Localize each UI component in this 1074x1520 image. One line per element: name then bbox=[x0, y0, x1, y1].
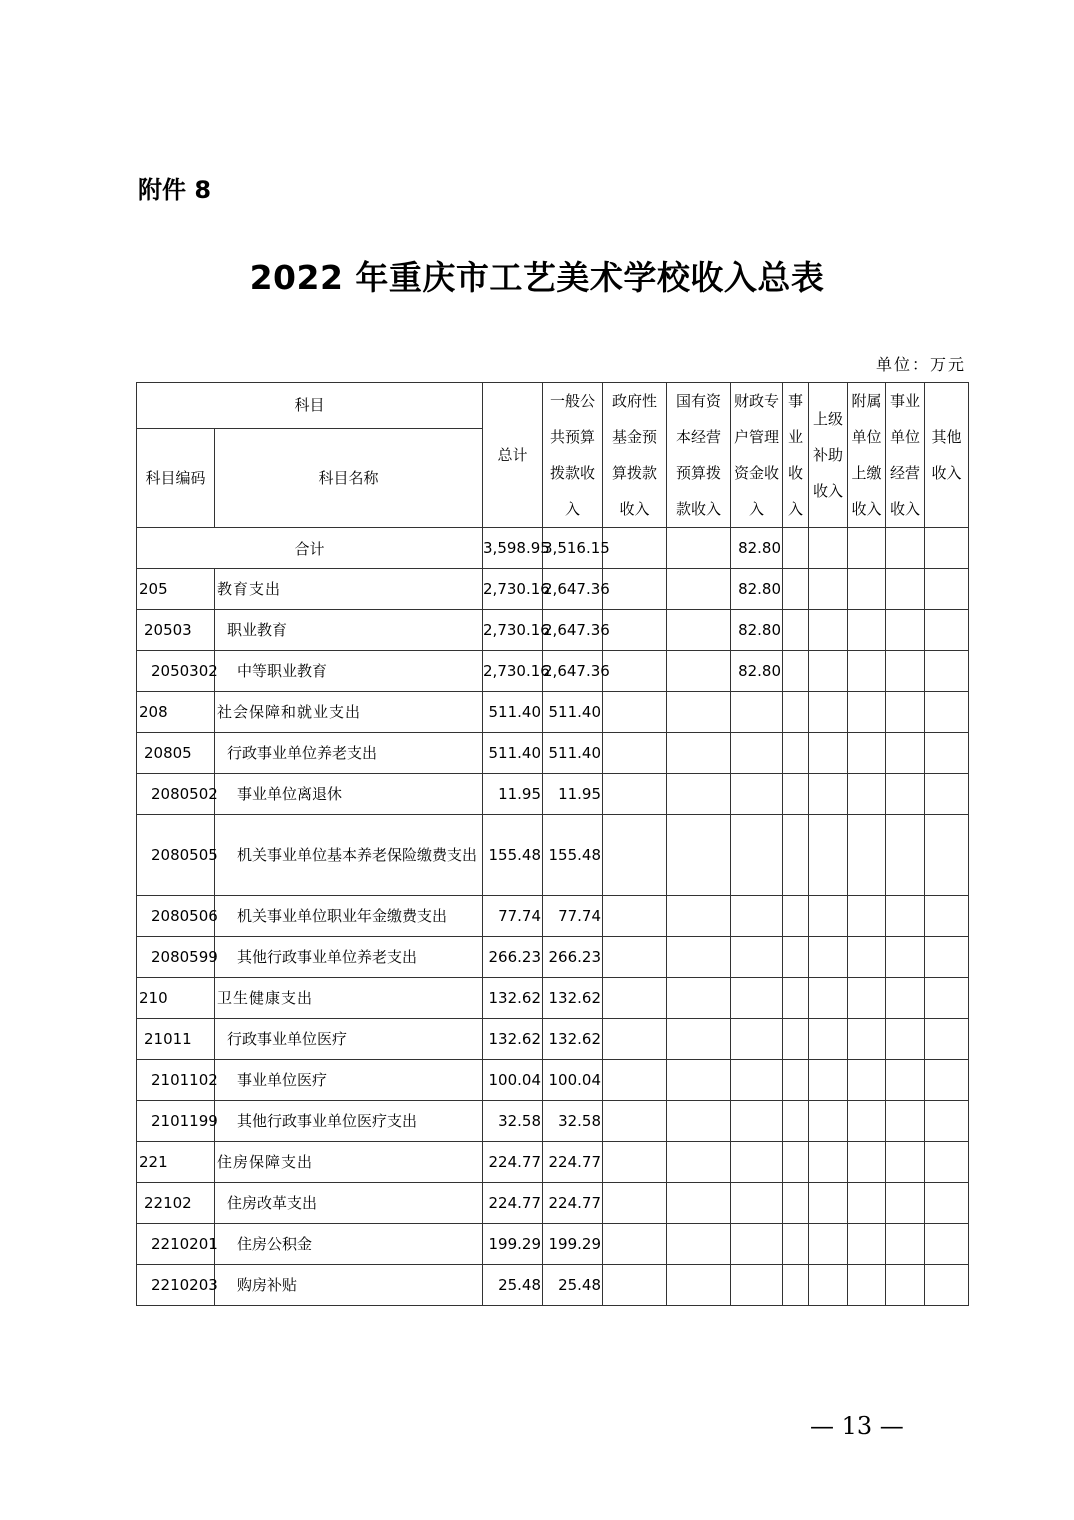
cell-other bbox=[925, 569, 969, 610]
cell-fiscal-account bbox=[731, 774, 783, 815]
cell-state-capital bbox=[667, 937, 731, 978]
subject-name-cell: 行政事业单位医疗 bbox=[215, 1019, 483, 1060]
subject-code-cell: 2080506 bbox=[137, 896, 215, 937]
subject-name-cell: 住房改革支出 bbox=[215, 1183, 483, 1224]
subject-code-cell: 2080502 bbox=[137, 774, 215, 815]
cell-state-capital bbox=[667, 1224, 731, 1265]
cell-gov-fund bbox=[603, 1060, 667, 1101]
total-cell-fiscal-account: 82.80 bbox=[731, 528, 783, 569]
subject-name-cell: 事业单位离退休 bbox=[215, 774, 483, 815]
cell-state-capital bbox=[667, 610, 731, 651]
income-summary-table bbox=[136, 382, 969, 1306]
cell-operating bbox=[886, 1019, 925, 1060]
cell-superior-subsidy bbox=[809, 692, 848, 733]
cell-gov-fund bbox=[603, 651, 667, 692]
cell-affiliated bbox=[848, 610, 886, 651]
cell-total: 266.23 bbox=[483, 937, 543, 978]
subject-code-cell: 2101102 bbox=[137, 1060, 215, 1101]
cell-gov-fund bbox=[603, 569, 667, 610]
cell-business bbox=[783, 1183, 809, 1224]
cell-other bbox=[925, 1060, 969, 1101]
cell-affiliated bbox=[848, 651, 886, 692]
total-cell-state-capital bbox=[667, 528, 731, 569]
cell-general-budget: 32.58 bbox=[543, 1101, 603, 1142]
subject-code-cell: 208 bbox=[137, 692, 215, 733]
cell-general-budget: 25.48 bbox=[543, 1265, 603, 1306]
cell-fiscal-account bbox=[731, 1019, 783, 1060]
cell-superior-subsidy bbox=[809, 937, 848, 978]
cell-state-capital bbox=[667, 1101, 731, 1142]
cell-operating bbox=[886, 774, 925, 815]
cell-other bbox=[925, 1183, 969, 1224]
cell-general-budget: 511.40 bbox=[543, 692, 603, 733]
cell-total: 32.58 bbox=[483, 1101, 543, 1142]
subject-code-cell: 2101199 bbox=[137, 1101, 215, 1142]
cell-fiscal-account: 82.80 bbox=[731, 651, 783, 692]
total-cell-business bbox=[783, 528, 809, 569]
cell-state-capital bbox=[667, 1142, 731, 1183]
subject-name-cell: 住房公积金 bbox=[215, 1224, 483, 1265]
table-row bbox=[137, 774, 969, 815]
cell-gov-fund bbox=[603, 896, 667, 937]
cell-state-capital bbox=[667, 1183, 731, 1224]
cell-fiscal-account bbox=[731, 1265, 783, 1306]
cell-other bbox=[925, 815, 969, 896]
cell-other bbox=[925, 1224, 969, 1265]
cell-superior-subsidy bbox=[809, 610, 848, 651]
header-gov-fund: 政府性 基金预 算拨款 收入 bbox=[603, 383, 667, 528]
cell-total: 77.74 bbox=[483, 896, 543, 937]
cell-business bbox=[783, 733, 809, 774]
cell-fiscal-account bbox=[731, 692, 783, 733]
table-row bbox=[137, 1060, 969, 1101]
cell-other bbox=[925, 733, 969, 774]
cell-gov-fund bbox=[603, 1183, 667, 1224]
cell-affiliated bbox=[848, 569, 886, 610]
cell-operating bbox=[886, 1183, 925, 1224]
cell-gov-fund bbox=[603, 1019, 667, 1060]
cell-superior-subsidy bbox=[809, 774, 848, 815]
cell-general-budget: 511.40 bbox=[543, 733, 603, 774]
table-row-total bbox=[137, 528, 969, 569]
cell-gov-fund bbox=[603, 1101, 667, 1142]
cell-business bbox=[783, 569, 809, 610]
subject-code-cell: 2080599 bbox=[137, 937, 215, 978]
total-cell-affiliated bbox=[848, 528, 886, 569]
header-affiliated-remit: 附属 单位 上缴 收入 bbox=[848, 383, 886, 528]
cell-fiscal-account bbox=[731, 978, 783, 1019]
cell-other bbox=[925, 1265, 969, 1306]
cell-other bbox=[925, 774, 969, 815]
table-row bbox=[137, 1101, 969, 1142]
cell-affiliated bbox=[848, 815, 886, 896]
header-other-income: 其他 收入 bbox=[925, 383, 969, 528]
table-row bbox=[137, 651, 969, 692]
cell-other bbox=[925, 1101, 969, 1142]
cell-operating bbox=[886, 1265, 925, 1306]
cell-fiscal-account bbox=[731, 1142, 783, 1183]
cell-other bbox=[925, 896, 969, 937]
cell-total: 224.77 bbox=[483, 1142, 543, 1183]
cell-affiliated bbox=[848, 1265, 886, 1306]
cell-gov-fund bbox=[603, 692, 667, 733]
subject-name-cell: 机关事业单位职业年金缴费支出 bbox=[215, 896, 483, 937]
cell-gov-fund bbox=[603, 1265, 667, 1306]
header-total: 总计 bbox=[483, 383, 543, 528]
cell-superior-subsidy bbox=[809, 1224, 848, 1265]
cell-general-budget: 224.77 bbox=[543, 1183, 603, 1224]
subject-name-cell: 机关事业单位基本养老保险缴费支出 bbox=[215, 815, 483, 896]
table-row bbox=[137, 896, 969, 937]
table-row bbox=[137, 978, 969, 1019]
cell-operating bbox=[886, 692, 925, 733]
cell-superior-subsidy bbox=[809, 733, 848, 774]
cell-other bbox=[925, 692, 969, 733]
attachment-label: 附件 8 bbox=[138, 176, 212, 204]
document-title: 2022 年重庆市工艺美术学校收入总表 bbox=[249, 258, 825, 297]
subject-name-cell: 其他行政事业单位养老支出 bbox=[215, 937, 483, 978]
cell-fiscal-account bbox=[731, 815, 783, 896]
cell-gov-fund bbox=[603, 815, 667, 896]
cell-fiscal-account bbox=[731, 1060, 783, 1101]
table-row bbox=[137, 815, 969, 896]
cell-operating bbox=[886, 1101, 925, 1142]
cell-general-budget: 199.29 bbox=[543, 1224, 603, 1265]
cell-business bbox=[783, 1060, 809, 1101]
cell-general-budget: 77.74 bbox=[543, 896, 603, 937]
cell-fiscal-account bbox=[731, 733, 783, 774]
header-superior-subsidy: 上级 补助 收入 bbox=[809, 383, 848, 528]
cell-affiliated bbox=[848, 1142, 886, 1183]
table-row bbox=[137, 1142, 969, 1183]
cell-superior-subsidy bbox=[809, 1265, 848, 1306]
cell-business bbox=[783, 937, 809, 978]
total-cell-general-budget: 3,516.15 bbox=[543, 528, 603, 569]
cell-state-capital bbox=[667, 896, 731, 937]
total-cell-gov-fund bbox=[603, 528, 667, 569]
unit-label: 单位：万元 bbox=[875, 355, 966, 374]
cell-general-budget: 155.48 bbox=[543, 815, 603, 896]
cell-affiliated bbox=[848, 937, 886, 978]
cell-business bbox=[783, 1224, 809, 1265]
cell-total: 132.62 bbox=[483, 978, 543, 1019]
header-operating-income: 事业 单位 经营 收入 bbox=[886, 383, 925, 528]
cell-general-budget: 224.77 bbox=[543, 1142, 603, 1183]
cell-fiscal-account bbox=[731, 1183, 783, 1224]
cell-total: 25.48 bbox=[483, 1265, 543, 1306]
cell-total: 100.04 bbox=[483, 1060, 543, 1101]
cell-operating bbox=[886, 1224, 925, 1265]
cell-business bbox=[783, 692, 809, 733]
subject-code-cell: 210 bbox=[137, 978, 215, 1019]
page-number: — 13 — bbox=[810, 1412, 904, 1440]
cell-state-capital bbox=[667, 1060, 731, 1101]
cell-state-capital bbox=[667, 569, 731, 610]
cell-affiliated bbox=[848, 1183, 886, 1224]
subject-code-cell: 20503 bbox=[137, 610, 215, 651]
cell-other bbox=[925, 978, 969, 1019]
cell-operating bbox=[886, 733, 925, 774]
header-subject-name: 科目名称 bbox=[215, 428, 483, 527]
cell-affiliated bbox=[848, 774, 886, 815]
subject-name-cell: 住房保障支出 bbox=[215, 1142, 483, 1183]
total-cell-operating bbox=[886, 528, 925, 569]
subject-name-cell: 教育支出 bbox=[215, 569, 483, 610]
table-row bbox=[137, 1265, 969, 1306]
cell-state-capital bbox=[667, 733, 731, 774]
cell-gov-fund bbox=[603, 1142, 667, 1183]
cell-business bbox=[783, 1265, 809, 1306]
subject-name-cell: 其他行政事业单位医疗支出 bbox=[215, 1101, 483, 1142]
subject-name-cell: 行政事业单位养老支出 bbox=[215, 733, 483, 774]
cell-business bbox=[783, 651, 809, 692]
cell-state-capital bbox=[667, 815, 731, 896]
cell-operating bbox=[886, 937, 925, 978]
subject-code-cell: 20805 bbox=[137, 733, 215, 774]
subject-name-cell: 职业教育 bbox=[215, 610, 483, 651]
total-cell-other bbox=[925, 528, 969, 569]
cell-state-capital bbox=[667, 651, 731, 692]
cell-other bbox=[925, 610, 969, 651]
subject-code-cell: 22102 bbox=[137, 1183, 215, 1224]
cell-business bbox=[783, 610, 809, 651]
subject-code-cell: 205 bbox=[137, 569, 215, 610]
cell-general-budget: 11.95 bbox=[543, 774, 603, 815]
cell-operating bbox=[886, 1142, 925, 1183]
cell-total: 132.62 bbox=[483, 1019, 543, 1060]
cell-superior-subsidy bbox=[809, 1060, 848, 1101]
cell-affiliated bbox=[848, 1224, 886, 1265]
cell-other bbox=[925, 1019, 969, 1060]
cell-other bbox=[925, 937, 969, 978]
cell-business bbox=[783, 896, 809, 937]
cell-general-budget: 132.62 bbox=[543, 1019, 603, 1060]
cell-business bbox=[783, 1019, 809, 1060]
cell-gov-fund bbox=[603, 774, 667, 815]
subject-code-cell: 21011 bbox=[137, 1019, 215, 1060]
cell-operating bbox=[886, 610, 925, 651]
cell-fiscal-account: 82.80 bbox=[731, 569, 783, 610]
cell-total: 2,730.16 bbox=[483, 569, 543, 610]
table-row bbox=[137, 692, 969, 733]
cell-state-capital bbox=[667, 1019, 731, 1060]
cell-superior-subsidy bbox=[809, 978, 848, 1019]
cell-business bbox=[783, 815, 809, 896]
cell-superior-subsidy bbox=[809, 815, 848, 896]
cell-fiscal-account bbox=[731, 937, 783, 978]
cell-state-capital bbox=[667, 774, 731, 815]
cell-superior-subsidy bbox=[809, 896, 848, 937]
cell-total: 511.40 bbox=[483, 733, 543, 774]
cell-affiliated bbox=[848, 978, 886, 1019]
total-label: 合计 bbox=[137, 528, 483, 569]
table-row bbox=[137, 937, 969, 978]
subject-code-cell: 2210201 bbox=[137, 1224, 215, 1265]
cell-total: 199.29 bbox=[483, 1224, 543, 1265]
cell-operating bbox=[886, 569, 925, 610]
subject-name-cell: 事业单位医疗 bbox=[215, 1060, 483, 1101]
cell-superior-subsidy bbox=[809, 651, 848, 692]
cell-gov-fund bbox=[603, 610, 667, 651]
table-body bbox=[137, 528, 969, 1306]
cell-state-capital bbox=[667, 692, 731, 733]
cell-gov-fund bbox=[603, 937, 667, 978]
cell-other bbox=[925, 1142, 969, 1183]
cell-state-capital bbox=[667, 1265, 731, 1306]
table-header bbox=[137, 383, 969, 528]
cell-operating bbox=[886, 1060, 925, 1101]
cell-affiliated bbox=[848, 896, 886, 937]
subject-code-cell: 2080505 bbox=[137, 815, 215, 896]
header-fiscal-account: 财政专 户管理 资金收 入 bbox=[731, 383, 783, 528]
cell-general-budget: 100.04 bbox=[543, 1060, 603, 1101]
cell-general-budget: 2,647.36 bbox=[543, 569, 603, 610]
header-subject-code: 科目编码 bbox=[137, 428, 215, 527]
cell-operating bbox=[886, 978, 925, 1019]
cell-other bbox=[925, 651, 969, 692]
cell-business bbox=[783, 1142, 809, 1183]
cell-operating bbox=[886, 815, 925, 896]
cell-total: 2,730.16 bbox=[483, 651, 543, 692]
cell-fiscal-account bbox=[731, 1101, 783, 1142]
header-business-income: 事 业 收 入 bbox=[783, 383, 809, 528]
cell-general-budget: 2,647.36 bbox=[543, 610, 603, 651]
cell-general-budget: 266.23 bbox=[543, 937, 603, 978]
subject-code-cell: 2210203 bbox=[137, 1265, 215, 1306]
table-row bbox=[137, 610, 969, 651]
cell-gov-fund bbox=[603, 733, 667, 774]
cell-total: 155.48 bbox=[483, 815, 543, 896]
header-general-budget: 一般公 共预算 拨款收 入 bbox=[543, 383, 603, 528]
cell-fiscal-account bbox=[731, 1224, 783, 1265]
table-row bbox=[137, 569, 969, 610]
total-cell-total: 3,598.95 bbox=[483, 528, 543, 569]
cell-gov-fund bbox=[603, 1224, 667, 1265]
table-row bbox=[137, 1019, 969, 1060]
subject-name-cell: 中等职业教育 bbox=[215, 651, 483, 692]
cell-total: 224.77 bbox=[483, 1183, 543, 1224]
total-cell-superior-subsidy bbox=[809, 528, 848, 569]
cell-superior-subsidy bbox=[809, 569, 848, 610]
cell-affiliated bbox=[848, 1019, 886, 1060]
cell-gov-fund bbox=[603, 978, 667, 1019]
cell-total: 511.40 bbox=[483, 692, 543, 733]
cell-superior-subsidy bbox=[809, 1142, 848, 1183]
cell-fiscal-account: 82.80 bbox=[731, 610, 783, 651]
subject-name-cell: 购房补贴 bbox=[215, 1265, 483, 1306]
cell-business bbox=[783, 1101, 809, 1142]
cell-affiliated bbox=[848, 1101, 886, 1142]
subject-name-cell: 社会保障和就业支出 bbox=[215, 692, 483, 733]
cell-affiliated bbox=[848, 733, 886, 774]
cell-total: 11.95 bbox=[483, 774, 543, 815]
cell-business bbox=[783, 774, 809, 815]
cell-general-budget: 2,647.36 bbox=[543, 651, 603, 692]
cell-business bbox=[783, 978, 809, 1019]
cell-affiliated bbox=[848, 692, 886, 733]
table-row bbox=[137, 1183, 969, 1224]
subject-code-cell: 221 bbox=[137, 1142, 215, 1183]
table-row bbox=[137, 733, 969, 774]
header-subject: 科目 bbox=[137, 383, 483, 429]
cell-superior-subsidy bbox=[809, 1183, 848, 1224]
subject-name-cell: 卫生健康支出 bbox=[215, 978, 483, 1019]
cell-operating bbox=[886, 651, 925, 692]
cell-total: 2,730.16 bbox=[483, 610, 543, 651]
cell-state-capital bbox=[667, 978, 731, 1019]
header-state-capital: 国有资 本经营 预算拨 款收入 bbox=[667, 383, 731, 528]
subject-code-cell: 2050302 bbox=[137, 651, 215, 692]
cell-superior-subsidy bbox=[809, 1101, 848, 1142]
cell-general-budget: 132.62 bbox=[543, 978, 603, 1019]
table-row bbox=[137, 1224, 969, 1265]
cell-operating bbox=[886, 896, 925, 937]
cell-fiscal-account bbox=[731, 896, 783, 937]
cell-superior-subsidy bbox=[809, 1019, 848, 1060]
cell-affiliated bbox=[848, 1060, 886, 1101]
